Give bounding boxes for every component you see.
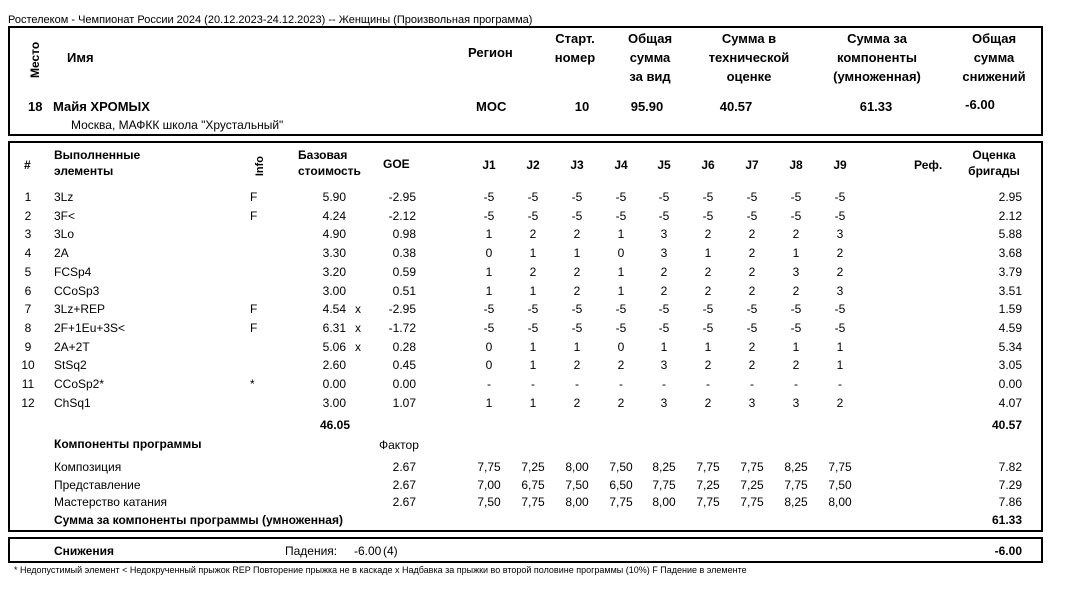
element-code: FCSp4	[54, 264, 92, 279]
element-bonus-mark: x	[355, 320, 361, 335]
judge-header-1: J1	[482, 158, 496, 172]
element-goe: 0.51	[392, 283, 416, 298]
element-panel-score: 2.12	[998, 208, 1022, 223]
base-value-header: Базовая стоимость	[298, 148, 361, 178]
element-panel-score: 3.05	[998, 358, 1022, 373]
element-goe: 0.38	[392, 246, 416, 261]
judge-header-4: J4	[614, 158, 628, 172]
component-judge-score: 7,50	[609, 460, 633, 474]
element-code: 3Lz	[54, 190, 74, 204]
element-judge-score: 0	[617, 339, 625, 354]
element-judge-score: -5	[834, 320, 846, 335]
component-judge-score: 7,75	[740, 460, 764, 474]
element-bonus-mark: x	[355, 339, 361, 354]
element-info: *	[250, 377, 255, 391]
element-judge-score: 2	[748, 283, 756, 298]
element-goe: -2.12	[388, 208, 416, 223]
element-judge-score: -5	[658, 320, 670, 335]
element-judge-score: 1	[529, 395, 537, 410]
element-judge-score: 2	[704, 358, 712, 373]
element-judge-score: 2	[792, 283, 800, 298]
falls-label: Падения:	[285, 544, 338, 558]
element-panel-score: 2.95	[998, 190, 1022, 204]
component-judge-score: 8,25	[784, 495, 808, 509]
element-panel-score: 4.07	[998, 395, 1022, 410]
element-judge-score: 2	[836, 264, 844, 279]
component-judge-score: 8,25	[784, 460, 808, 474]
element-judge-score: 2	[836, 246, 844, 261]
element-judge-score: -5	[615, 190, 627, 204]
skater-start-number: 10	[574, 99, 590, 114]
element-goe: -2.95	[388, 190, 416, 204]
element-code: ChSq1	[54, 395, 91, 410]
element-judge-score: 1	[485, 227, 493, 242]
element-goe: -2.95	[388, 302, 416, 317]
name-header: Имя	[67, 50, 94, 65]
element-judge-score: -5	[527, 320, 539, 335]
component-judge-score: 7,75	[828, 460, 852, 474]
element-judge-score: 3	[836, 283, 844, 298]
judge-header-9: J9	[833, 158, 847, 172]
element-judge-score: 1	[485, 283, 493, 298]
element-judge-score: 2	[573, 283, 581, 298]
judge-header-7: J7	[745, 158, 759, 172]
element-judge-score: -5	[571, 320, 583, 335]
element-judge-score: -5	[483, 190, 495, 204]
component-judge-score: 7,75	[609, 495, 633, 509]
element-number: 11	[21, 377, 35, 391]
element-judge-score: 3	[660, 246, 668, 261]
element-judge-score: 3	[836, 227, 844, 242]
element-goe: 1.07	[392, 395, 416, 410]
component-judge-score: 8,00	[565, 495, 589, 509]
element-judge-score: 1	[617, 283, 625, 298]
element-number: 9	[24, 339, 32, 354]
element-panel-score: 0.00	[998, 377, 1022, 391]
element-code: 2A+2T	[54, 339, 90, 354]
element-judge-score: 2	[573, 358, 581, 373]
num-header: #	[24, 158, 31, 172]
factor-header: Фактор	[379, 438, 419, 452]
element-base-value: 3.20	[322, 264, 346, 279]
element-code: StSq2	[54, 358, 87, 373]
element-judge-score: 1	[704, 246, 712, 261]
element-code: CCoSp2*	[54, 377, 105, 391]
element-code: 2F+1Eu+3S<	[54, 320, 126, 335]
element-info: F	[250, 302, 258, 317]
element-base-value: 3.00	[322, 395, 346, 410]
element-judge-score: 0	[485, 339, 493, 354]
element-info: F	[250, 320, 258, 335]
element-judge-score: -5	[571, 190, 583, 204]
tes-total: 40.57	[991, 418, 1022, 432]
element-judge-score: 1	[836, 358, 844, 373]
element-goe: 0.45	[392, 358, 416, 373]
element-judge-score: 2	[792, 227, 800, 242]
element-code: CCoSp3	[54, 283, 100, 298]
skater-place: 18	[28, 99, 43, 114]
element-judge-score: -5	[790, 320, 802, 335]
element-code: 3F<	[54, 208, 76, 223]
element-judge-score: -5	[790, 190, 802, 204]
component-name: Мастерство катания	[54, 495, 168, 509]
component-judge-score: 8,00	[565, 460, 589, 474]
element-base-value: 4.54	[322, 302, 346, 317]
component-judge-score: 8,00	[828, 495, 852, 509]
element-judge-score: -5	[790, 302, 802, 317]
info-header: Info	[254, 156, 266, 177]
total-score-header: Общая сумма за вид	[627, 31, 673, 84]
element-judge-score: -	[619, 377, 623, 391]
skater-club: Москва, МАФКК школа "Хрустальный"	[71, 118, 284, 132]
components-score-header: Сумма за компоненты (умноженная)	[833, 31, 921, 84]
element-judge-score: -5	[834, 208, 846, 223]
referee-header: Реф.	[914, 158, 943, 172]
element-number: 5	[24, 264, 32, 279]
element-judge-score: -5	[702, 208, 714, 223]
skater-name: Майя ХРОМЫХ	[53, 99, 150, 114]
total-segment-score: 95.90	[630, 99, 664, 114]
total-element-score: 40.57	[719, 99, 753, 114]
element-judge-score: -5	[746, 320, 758, 335]
element-base-value: 3.30	[322, 246, 346, 261]
element-number: 12	[21, 395, 35, 410]
element-judge-score: -5	[702, 302, 714, 317]
element-judge-score: 2	[748, 246, 756, 261]
falls-value: -6.00	[354, 544, 382, 558]
page-title: Ростелеком - Чемпионат России 2024 (20.12.2023-24.12.2023) -- Женщины (Произвольная программа)	[8, 14, 533, 26]
element-judge-score: 1	[792, 339, 800, 354]
deductions-box	[8, 537, 1043, 563]
deductions-label: Снижения	[54, 544, 114, 558]
element-judge-score: -5	[571, 208, 583, 223]
element-judge-score: 1	[573, 339, 581, 354]
element-judge-score: -	[575, 377, 579, 391]
element-judge-score: -	[531, 377, 535, 391]
element-judge-score: 2	[792, 358, 800, 373]
element-judge-score: 1	[617, 227, 625, 242]
element-judge-score: 2	[748, 264, 756, 279]
deductions-total: -6.00	[994, 544, 1022, 558]
total-deductions: -6.00	[965, 97, 995, 112]
element-judge-score: 2	[660, 264, 668, 279]
element-judge-score: 3	[792, 395, 800, 410]
component-factor: 2.67	[392, 460, 416, 474]
element-judge-score: -5	[483, 208, 495, 223]
element-judge-score: -5	[790, 208, 802, 223]
element-judge-score: 2	[748, 227, 756, 242]
judge-header-3: J3	[570, 158, 584, 172]
element-judge-score: 2	[573, 227, 581, 242]
element-judge-score: 2	[704, 264, 712, 279]
element-judge-score: 3	[792, 264, 800, 279]
component-score: 7.29	[998, 477, 1022, 492]
element-judge-score: -	[794, 377, 798, 391]
component-judge-score: 7,75	[696, 460, 720, 474]
element-judge-score: 2	[660, 283, 668, 298]
element-judge-score: -5	[702, 190, 714, 204]
element-judge-score: -5	[615, 320, 627, 335]
element-panel-score: 3.79	[998, 264, 1022, 279]
element-panel-score: 3.51	[998, 283, 1022, 298]
element-judge-score: -5	[746, 190, 758, 204]
element-judge-score: 1	[704, 339, 712, 354]
element-number: 6	[24, 283, 32, 298]
element-base-value: 0.00	[322, 377, 346, 391]
element-judge-score: 1	[529, 358, 537, 373]
element-judge-score: 1	[485, 395, 493, 410]
element-bonus-mark: x	[355, 302, 361, 317]
element-number: 10	[21, 358, 35, 373]
element-base-value: 6.31	[322, 320, 346, 335]
component-score: 7.86	[998, 495, 1022, 509]
element-judge-score: -	[838, 377, 842, 391]
component-judge-score: 7,25	[740, 477, 764, 492]
element-panel-score: 3.68	[998, 246, 1022, 261]
component-judge-score: 7,75	[740, 495, 764, 509]
element-judge-score: 1	[529, 339, 537, 354]
component-judge-score: 7,75	[696, 495, 720, 509]
element-judge-score: 2	[617, 395, 625, 410]
element-base-value: 3.00	[322, 283, 346, 298]
element-number: 3	[24, 227, 32, 242]
judge-header-8: J8	[789, 158, 803, 172]
element-judge-score: -5	[702, 320, 714, 335]
element-judge-score: 1	[529, 283, 537, 298]
element-number: 8	[24, 320, 32, 335]
deductions-header: Общая сумма снижений	[962, 31, 1026, 84]
element-panel-score: 5.88	[998, 227, 1022, 242]
element-judge-score: 3	[660, 358, 668, 373]
element-judge-score: 2	[529, 264, 537, 279]
components-total: 61.33	[991, 513, 1022, 527]
element-judge-score: 2	[617, 358, 625, 373]
component-judge-score: 7,00	[477, 477, 501, 492]
start-number-header: Старт. номер	[554, 31, 596, 65]
component-name: Композиция	[54, 460, 122, 474]
element-judge-score: -5	[527, 190, 539, 204]
footnote-legend: * Недопустимый элемент < Недокрученный прыжок REP Повторение прыжка не в каскаде x Надбавка за прыжки во второй половине программы (10%) F Падение в элементе	[14, 565, 747, 575]
element-judge-score: -	[662, 377, 666, 391]
element-judge-score: 2	[704, 395, 712, 410]
element-judge-score: -5	[483, 302, 495, 317]
tech-score-header: Сумма в технической оценке	[708, 31, 790, 84]
component-judge-score: 7,75	[477, 460, 501, 474]
element-number: 1	[24, 190, 32, 204]
element-info: F	[250, 190, 258, 204]
element-goe: 0.00	[392, 377, 416, 391]
element-judge-score: -5	[746, 302, 758, 317]
element-judge-score: 2	[573, 264, 581, 279]
component-judge-score: 7,75	[521, 495, 545, 509]
element-judge-score: -5	[527, 302, 539, 317]
element-judge-score: -5	[834, 302, 846, 317]
element-judge-score: 2	[748, 358, 756, 373]
element-judge-score: 0	[617, 246, 625, 261]
falls-count: (4)	[383, 544, 398, 558]
element-goe: 0.98	[392, 227, 416, 242]
element-judge-score: 3	[660, 227, 668, 242]
element-judge-score: 2	[704, 283, 712, 298]
component-judge-score: 7,25	[521, 460, 545, 474]
base-value-total: 46.05	[319, 418, 350, 432]
element-judge-score: 1	[485, 264, 493, 279]
component-judge-score: 8,25	[652, 460, 676, 474]
element-base-value: 4.24	[322, 208, 346, 223]
component-judge-score: 7,75	[652, 477, 676, 492]
element-judge-score: -5	[834, 190, 846, 204]
element-judge-score: 2	[748, 339, 756, 354]
element-code: 3Lz+REP	[54, 302, 106, 317]
components-total-label: Сумма за компоненты программы (умноженная)	[54, 513, 343, 527]
element-judge-score: -5	[527, 208, 539, 223]
component-name: Представление	[54, 477, 141, 492]
element-judge-score: 2	[836, 395, 844, 410]
element-number: 2	[24, 208, 32, 223]
element-panel-score: 4.59	[998, 320, 1022, 335]
component-factor: 2.67	[392, 477, 416, 492]
element-judge-score: -5	[571, 302, 583, 317]
component-judge-score: 6,50	[609, 477, 633, 492]
component-factor: 2.67	[392, 495, 416, 509]
element-judge-score: 3	[660, 395, 668, 410]
component-judge-score: 8,00	[652, 495, 676, 509]
element-code: 3Lo	[54, 227, 75, 242]
element-judge-score: 0	[485, 358, 493, 373]
component-judge-score: 6,75	[521, 477, 545, 492]
component-score: 7.82	[998, 460, 1022, 474]
component-judge-score: 7,50	[828, 477, 852, 492]
element-judge-score: 1	[836, 339, 844, 354]
element-judge-score: -5	[658, 190, 670, 204]
element-judge-score: 3	[748, 395, 756, 410]
element-judge-score: -5	[483, 320, 495, 335]
component-judge-score: 7,50	[565, 477, 589, 492]
component-judge-score: 7,75	[784, 477, 808, 492]
program-components-score: 61.33	[859, 99, 893, 114]
element-base-value: 2.60	[322, 358, 346, 373]
element-judge-score: 1	[660, 339, 668, 354]
element-judge-score: 1	[529, 246, 537, 261]
element-judge-score: 0	[485, 246, 493, 261]
element-panel-score: 1.59	[998, 302, 1022, 317]
judge-header-5: J5	[657, 158, 671, 172]
judge-header-2: J2	[526, 158, 540, 172]
place-header: Место	[28, 41, 42, 78]
element-base-value: 5.90	[322, 190, 346, 204]
element-judge-score: -	[706, 377, 710, 391]
element-goe: 0.28	[392, 339, 416, 354]
skater-region: MOC	[476, 99, 507, 114]
element-judge-score: 1	[573, 246, 581, 261]
element-judge-score: 1	[792, 246, 800, 261]
element-number: 4	[24, 246, 32, 261]
element-judge-score: -5	[746, 208, 758, 223]
element-judge-score: -	[750, 377, 754, 391]
region-header: Регион	[468, 45, 513, 60]
element-judge-score: -5	[658, 302, 670, 317]
element-judge-score: 2	[529, 227, 537, 242]
component-judge-score: 7,50	[477, 495, 501, 509]
components-title: Компоненты программы	[54, 437, 202, 451]
element-judge-score: 2	[704, 227, 712, 242]
goe-header: GOE	[383, 157, 410, 171]
element-goe: 0.59	[392, 264, 416, 279]
element-judge-score: 2	[573, 395, 581, 410]
element-judge-score: -	[487, 377, 491, 391]
component-judge-score: 7,25	[696, 477, 720, 492]
judge-header-6: J6	[701, 158, 715, 172]
element-number: 7	[24, 302, 32, 317]
element-base-value: 5.06	[322, 339, 346, 354]
element-judge-score: -5	[615, 208, 627, 223]
element-goe: -1.72	[388, 320, 416, 335]
element-judge-score: 1	[617, 264, 625, 279]
element-judge-score: -5	[658, 208, 670, 223]
element-info: F	[250, 208, 258, 223]
elements-header: Выполненные элементы	[54, 148, 141, 178]
element-code: 2A	[54, 246, 69, 261]
element-base-value: 4.90	[322, 227, 346, 242]
element-panel-score: 5.34	[998, 339, 1022, 354]
panel-score-header: Оценка бригады	[968, 148, 1020, 178]
element-judge-score: -5	[615, 302, 627, 317]
